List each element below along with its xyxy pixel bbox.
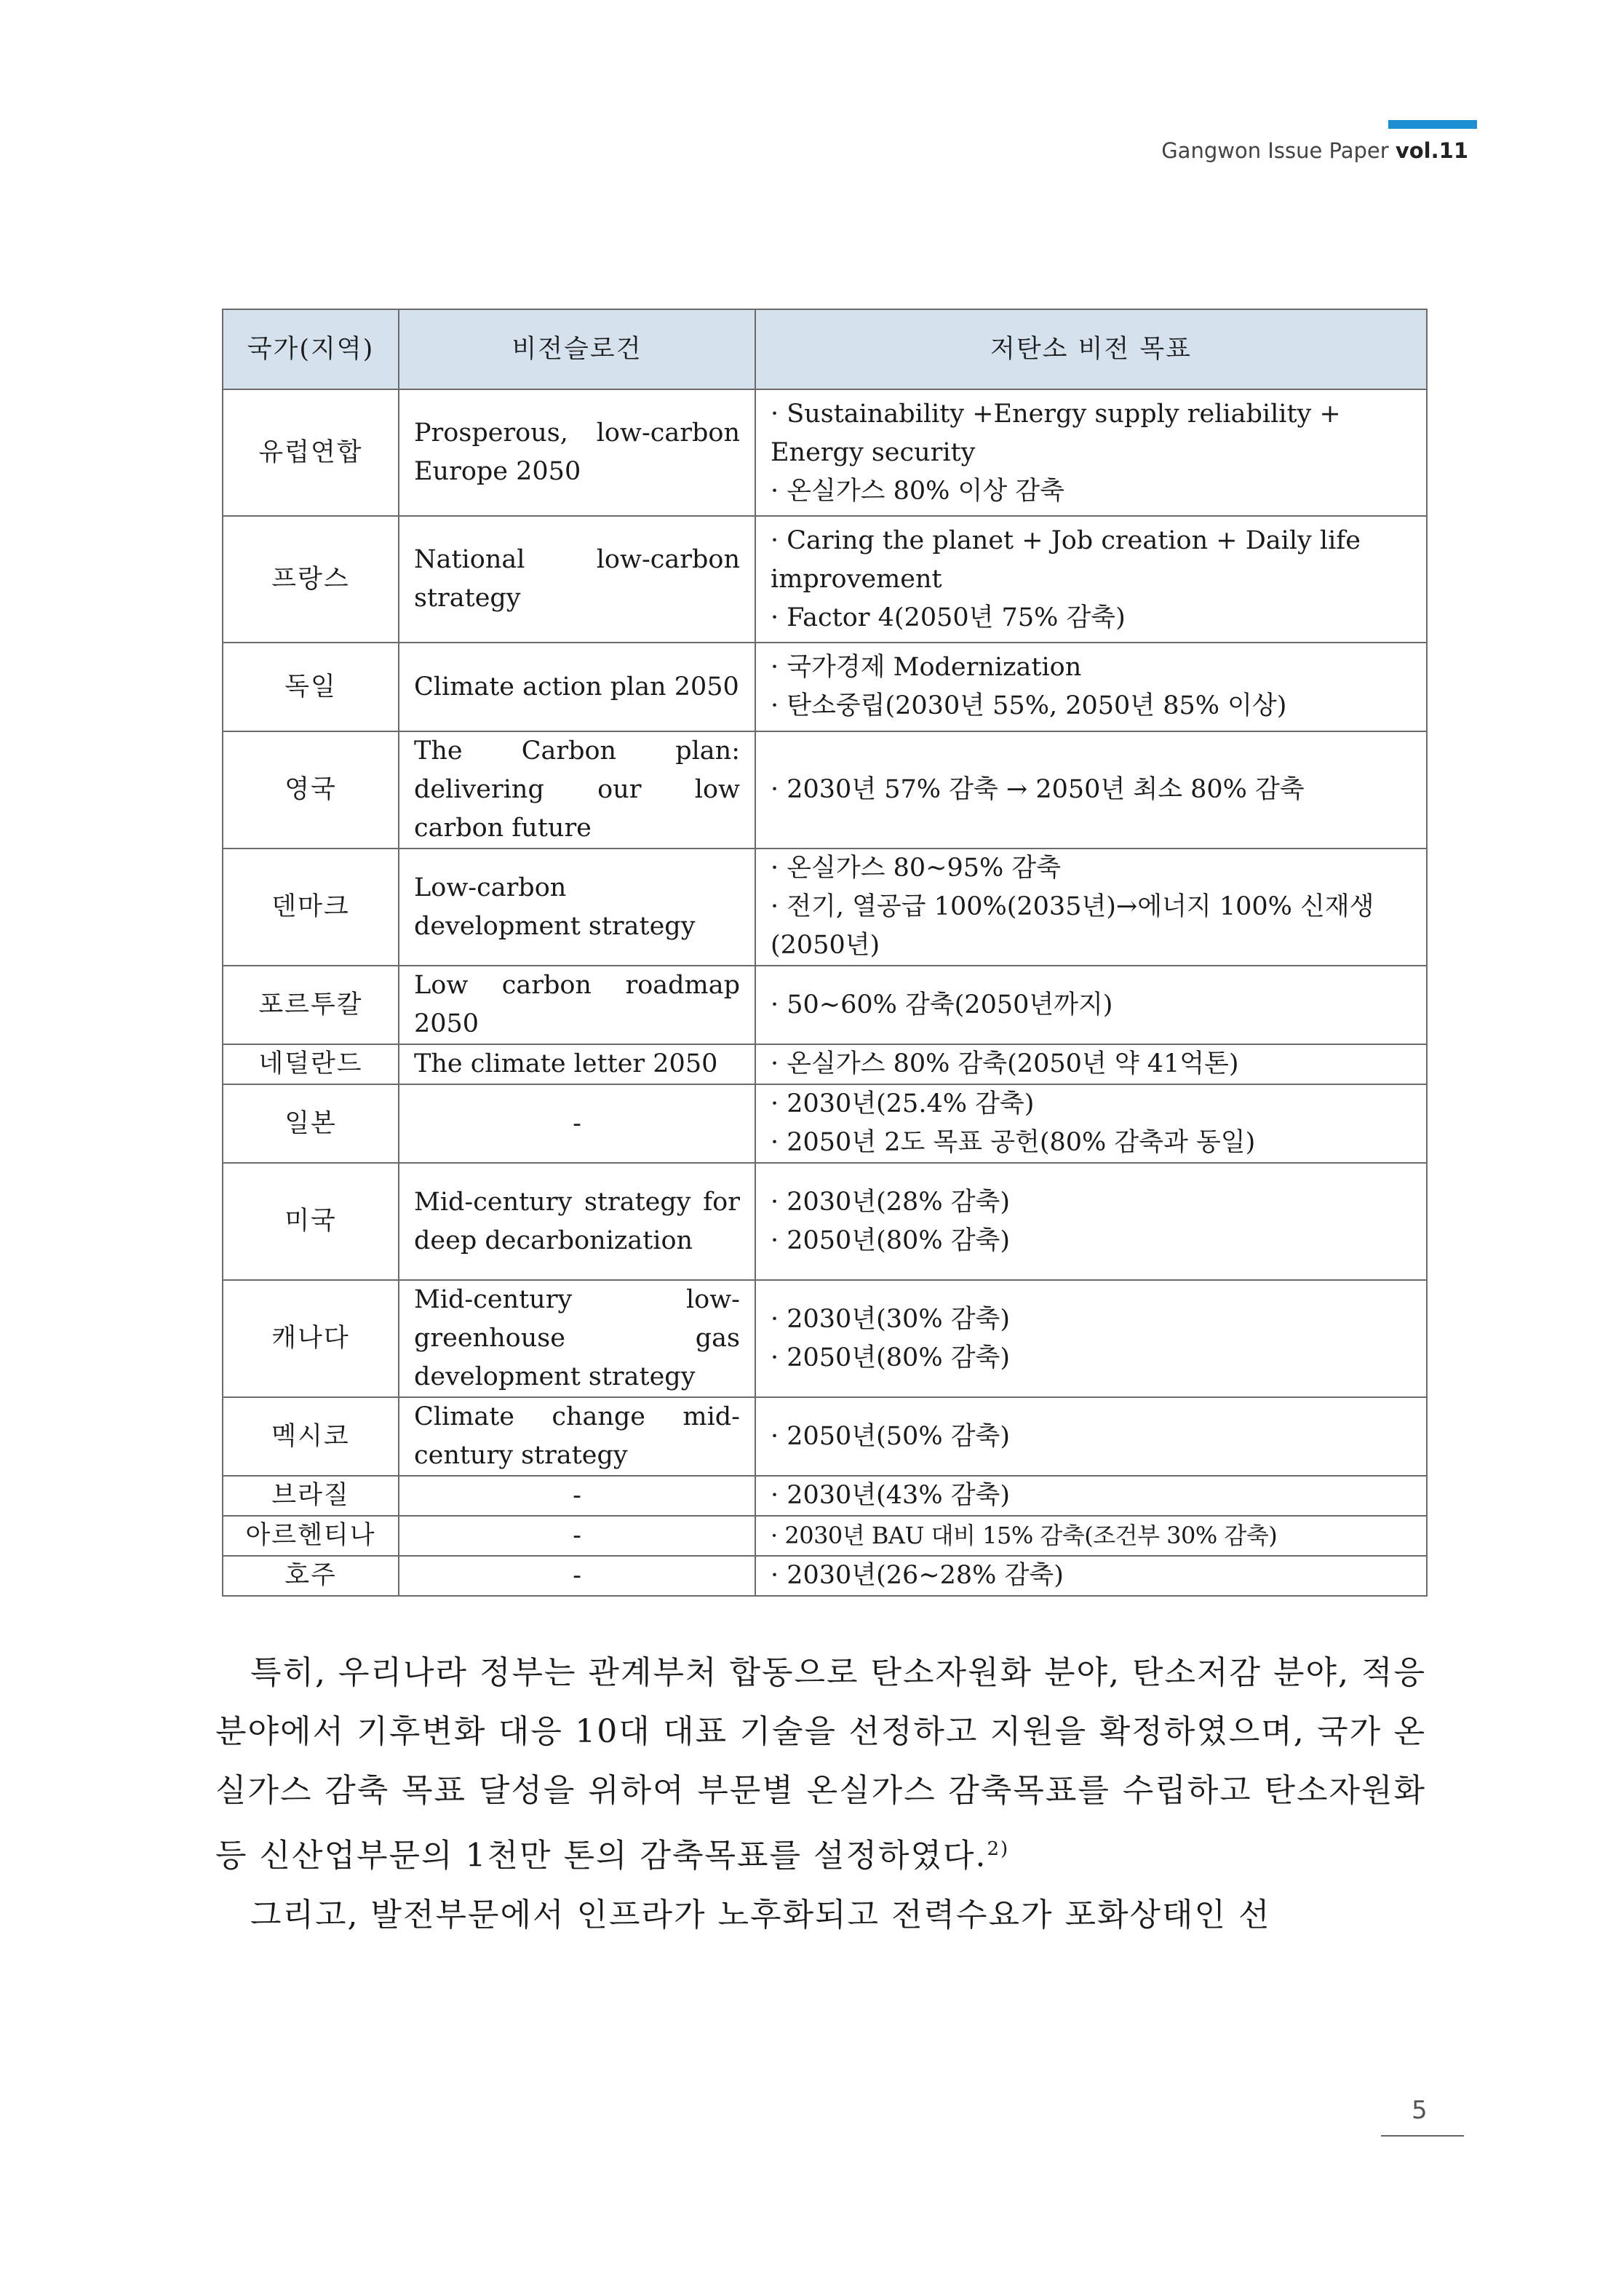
running-header (1161, 138, 1468, 163)
slogan-cell: - (399, 1084, 755, 1163)
column-header-goal: 저탄소 비전 목표 (755, 309, 1427, 389)
table-row (223, 731, 1427, 849)
page-number-rule (1381, 2135, 1464, 2137)
slogan-cell: The climate letter 2050 (399, 1044, 755, 1084)
goal-cell (755, 1516, 1427, 1556)
goal-line: · 2050년(50% 감축) (771, 1421, 1010, 1451)
goal-cell (755, 389, 1427, 516)
table-row (223, 389, 1427, 516)
goal-line: · 2030년(26~28% 감축) (771, 1561, 1064, 1590)
paragraph: 그리고, 발전부문에서 인프라가 노후화되고 전력수요가 포화상태인 선 (250, 1896, 1271, 1934)
goal-cell (755, 1163, 1427, 1280)
country-cell: 미국 (223, 1163, 399, 1280)
slogan-cell: - (399, 1516, 755, 1556)
goal-cell (755, 643, 1427, 731)
table-row (223, 966, 1427, 1044)
header-title: Gangwon Issue Paper (1161, 138, 1389, 163)
goal-cell (755, 516, 1427, 643)
goal-line: · Caring the planet + Job creation + Daily life improvement (771, 525, 1361, 594)
goal-cell (755, 731, 1427, 849)
column-header-slogan: 비전슬로건 (399, 309, 755, 389)
goal-cell (755, 1280, 1427, 1397)
table-row (223, 1397, 1427, 1476)
slogan-cell: Climate action plan 2050 (399, 643, 755, 731)
goal-line: · Sustainability +Energy supply reliability + Energy security (771, 399, 1341, 467)
vision-table (222, 309, 1428, 1597)
goal-cell (755, 1476, 1427, 1516)
goal-line: · 2050년(80% 감축) (771, 1343, 1010, 1372)
table-row (223, 516, 1427, 643)
slogan-cell: Low-carbon development strategy (399, 849, 755, 966)
country-cell: 멕시코 (223, 1397, 399, 1476)
goal-line: · 2030년(43% 감축) (771, 1481, 1010, 1510)
goal-line: · 2030년 57% 감축 → 2050년 최소 80% 감축 (771, 775, 1305, 804)
body-text (215, 1643, 1426, 1944)
goal-line: · 온실가스 80% 이상 감축 (771, 476, 1064, 506)
goal-line: · 전기, 열공급 100%(2035년)→에너지 100% 신재생(2050년) (771, 892, 1374, 960)
goal-cell (755, 849, 1427, 966)
country-cell: 포르투칼 (223, 966, 399, 1044)
goal-line: · 2030년(25.4% 감축) (771, 1089, 1035, 1118)
country-cell: 유럽연합 (223, 389, 399, 516)
goal-line: · 온실가스 80~95% 감축 (771, 854, 1062, 883)
country-cell: 네덜란드 (223, 1044, 399, 1084)
goal-line: · 2030년(28% 감축) (771, 1187, 1010, 1217)
slogan-cell: Low carbon roadmap 2050 (399, 966, 755, 1044)
page-number: 5 (1412, 2096, 1428, 2125)
goal-cell (755, 966, 1427, 1044)
table-header-row (223, 309, 1427, 389)
goal-line: · 2030년(30% 감축) (771, 1304, 1010, 1334)
table-row (223, 1084, 1427, 1163)
goal-line: · 온실가스 80% 감축(2050년 약 41억톤) (771, 1049, 1239, 1078)
slogan-cell: - (399, 1556, 755, 1596)
goal-cell (755, 1044, 1427, 1084)
goal-line: · 2030년 BAU 대비 15% 감축(조건부 30% 감축) (771, 1522, 1278, 1549)
table-row (223, 1516, 1427, 1556)
goal-cell (755, 1084, 1427, 1163)
goal-line: · 50~60% 감축(2050년까지) (771, 990, 1113, 1020)
table-row (223, 849, 1427, 966)
country-cell: 아르헨티나 (223, 1516, 399, 1556)
country-cell: 덴마크 (223, 849, 399, 966)
goal-line: · 2050년 2도 목표 공헌(80% 감축과 동일) (771, 1128, 1256, 1157)
slogan-cell: Climate change mid-century strategy (399, 1397, 755, 1476)
footnote-ref[interactable]: 2) (987, 1838, 1010, 1860)
goal-line: · 국가경제 Modernization (771, 653, 1082, 682)
slogan-cell: The Carbon plan: delivering our low carbon future (399, 731, 755, 849)
country-cell: 브라질 (223, 1476, 399, 1516)
paragraph (215, 1643, 1426, 1885)
table-row (223, 1280, 1427, 1397)
country-cell: 영국 (223, 731, 399, 849)
country-cell: 호주 (223, 1556, 399, 1596)
slogan-cell: Mid-century low-greenhouse gas development strategy (399, 1280, 755, 1397)
goal-cell (755, 1556, 1427, 1596)
table-row (223, 1163, 1427, 1280)
country-cell: 캐나다 (223, 1280, 399, 1397)
table-row (223, 1556, 1427, 1596)
slogan-cell: Mid-century strategy for deep decarbonization (399, 1163, 755, 1280)
goal-line: · 탄소중립(2030년 55%, 2050년 85% 이상) (771, 691, 1287, 720)
goal-line: · 2050년(80% 감축) (771, 1225, 1010, 1255)
column-header-country: 국가(지역) (223, 309, 399, 389)
table-row (223, 1044, 1427, 1084)
country-cell: 독일 (223, 643, 399, 731)
table-row (223, 643, 1427, 731)
country-cell: 프랑스 (223, 516, 399, 643)
goal-cell (755, 1397, 1427, 1476)
country-cell: 일본 (223, 1084, 399, 1163)
header-volume: vol.11 (1395, 138, 1468, 163)
goal-line: · Factor 4(2050년 75% 감축) (771, 603, 1126, 632)
slogan-cell: - (399, 1476, 755, 1516)
paragraph-text: 특히, 우리나라 정부는 관계부처 합동으로 탄소자원화 분야, 탄소저감 분야, 적응 분야에서 기후변화 대응 10대 대표 기술을 선정하고 지원을 확정하였으며, 국가 온실가스 감축 목표 달성을 위하여 부문별 온실가스 감축목표를 수립하고 탄소자원화 등 신산업부문의 1천만 톤의 감축목표를 설정하였다. (215, 1654, 1426, 1875)
header-accent-bar (1388, 120, 1477, 129)
table-row (223, 1476, 1427, 1516)
slogan-cell: Prosperous, low-carbon Europe 2050 (399, 389, 755, 516)
slogan-cell: National low-carbon strategy (399, 516, 755, 643)
